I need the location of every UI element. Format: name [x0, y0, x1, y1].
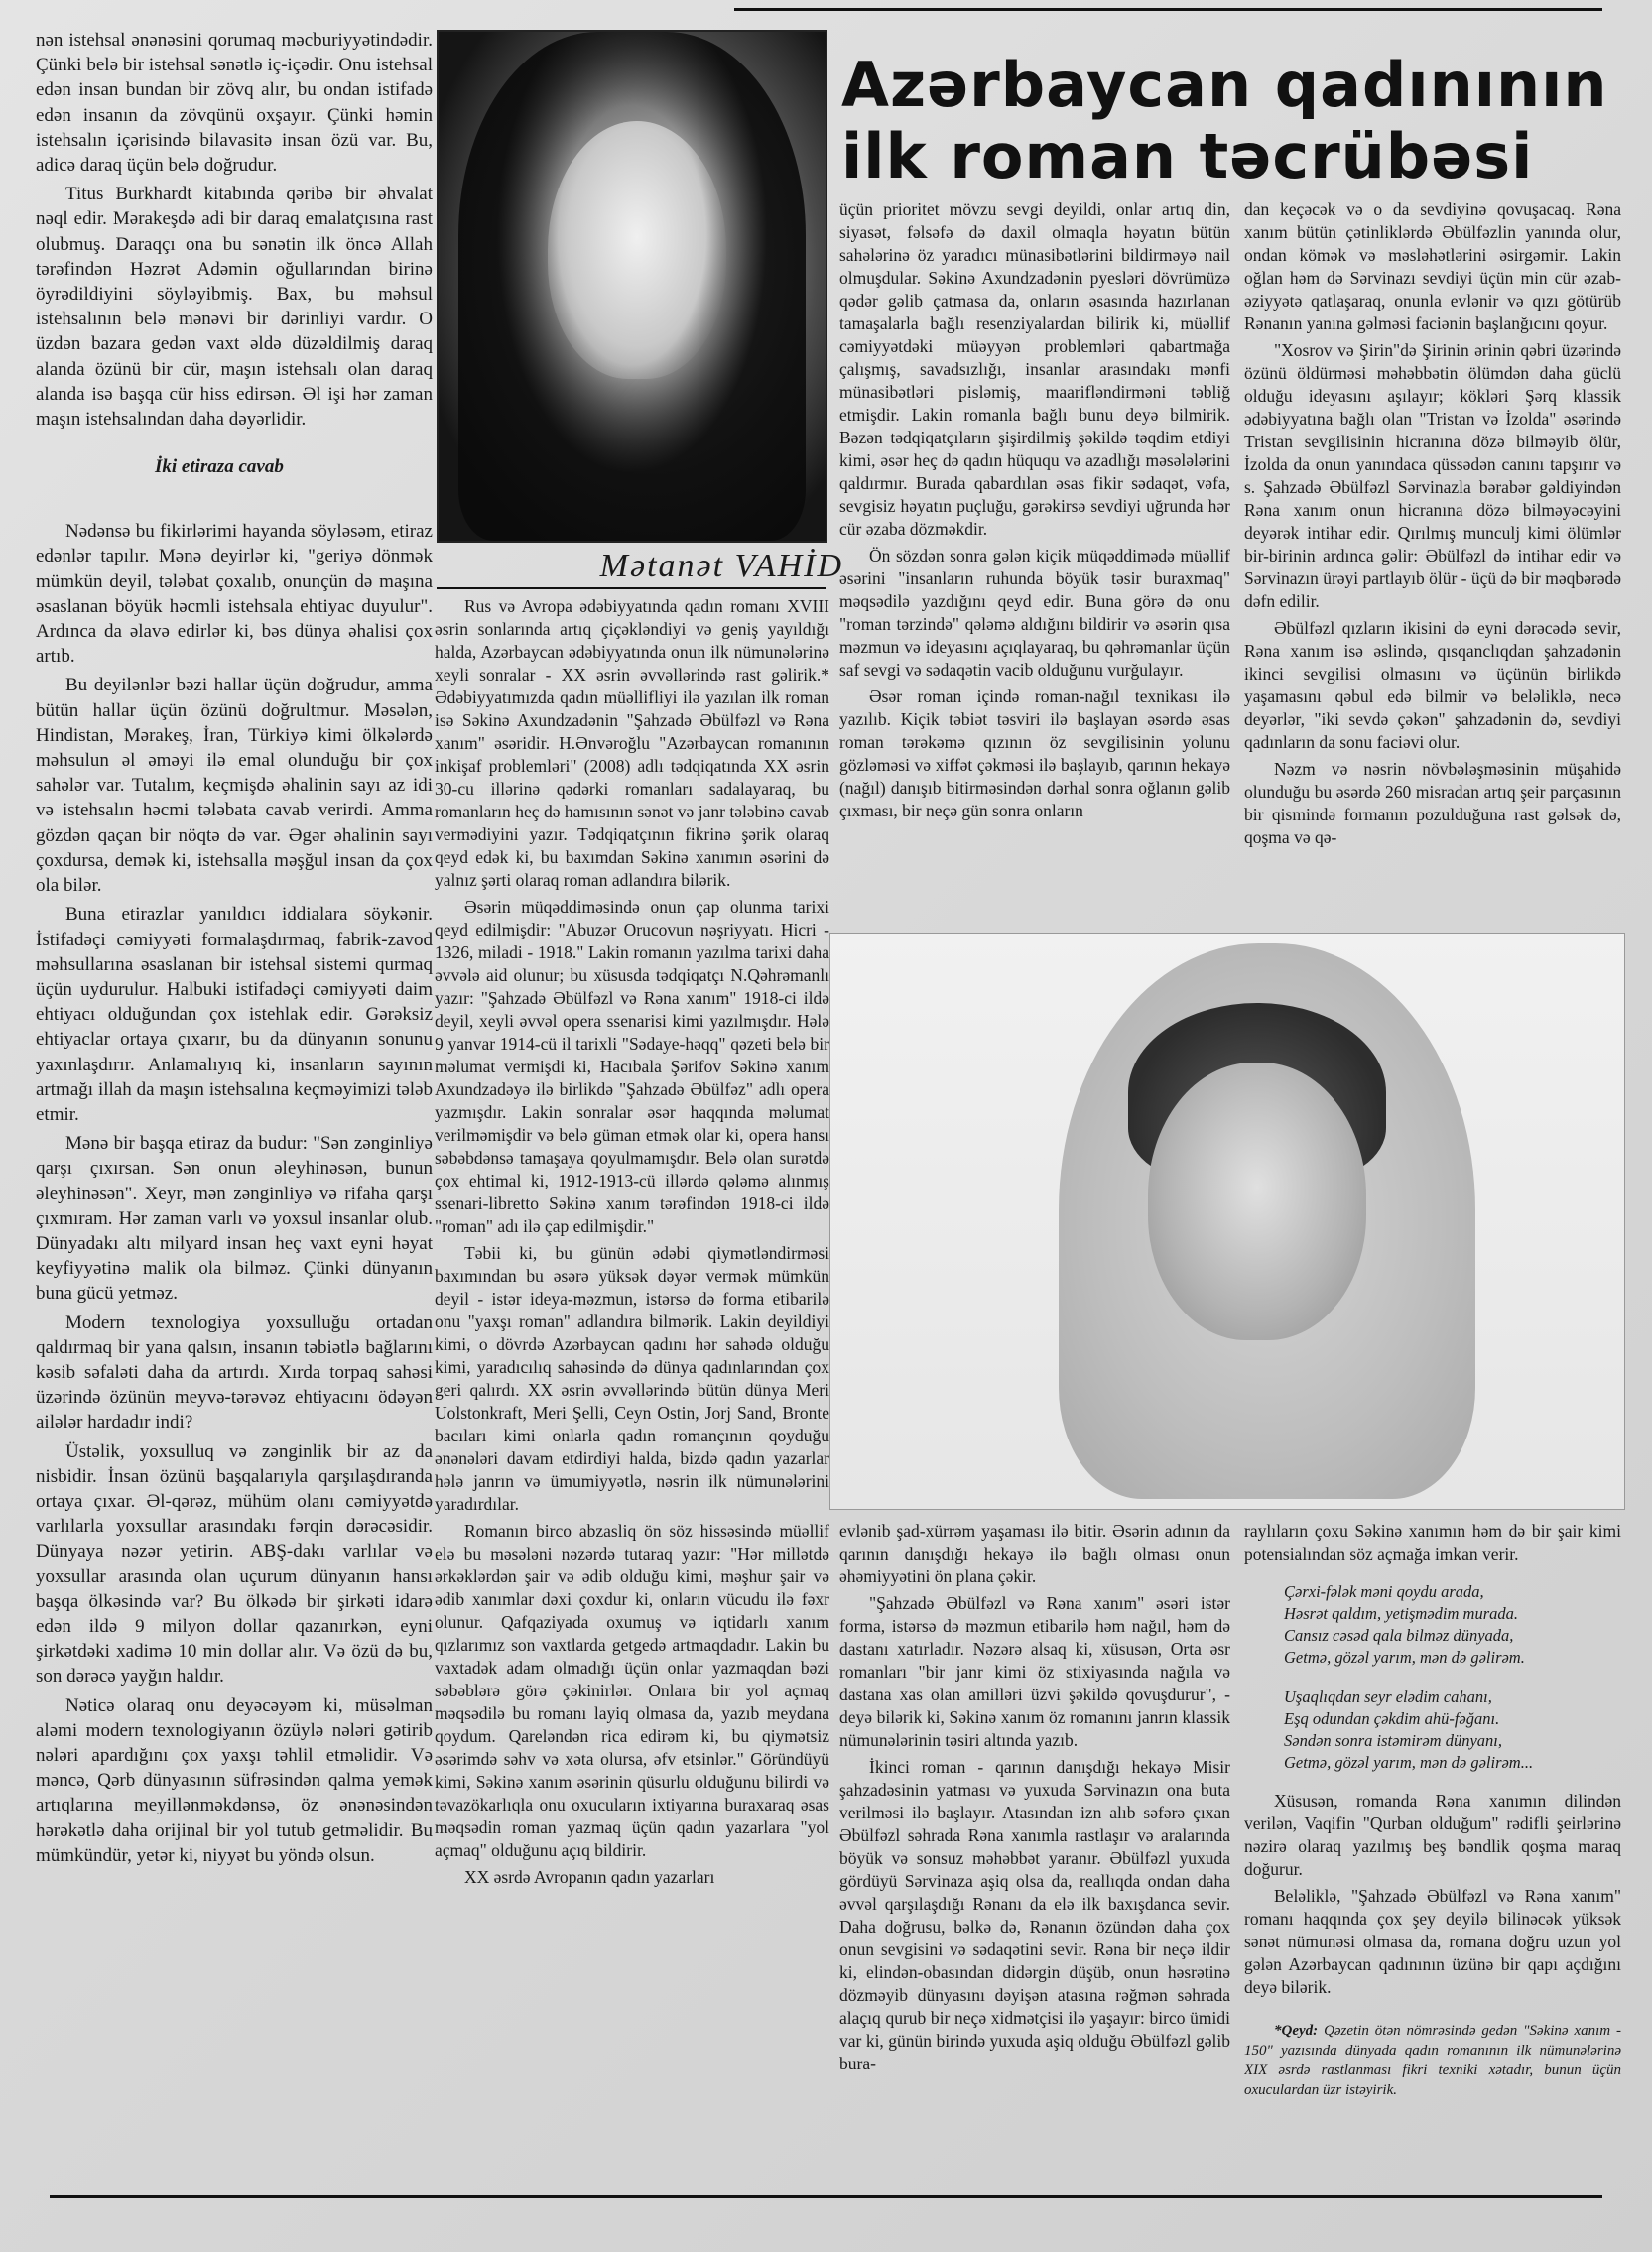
article-title: [841, 50, 1615, 192]
column-4: [1244, 198, 1621, 931]
paragraph: Təbii ki, bu günün ədəbi qiymətləndirməsi baxımından bu əsərə yüksək dəyər vermək mümkün deyil - istər ideya-məzmun, istərsə də forma etibarilə onu "yaxşı roman" adlandıra bilmərik. Lakin deyildiyi kimi, o dövrdə Azərbaycan qadını hər sahədə olduğu kimi, yaradıcılıq sahəsində də dünya qadınlarından çox geri qalırdı. XX əsrin əvvəllərində bütün dünya Meri Uolstonkraft, Meri Şelli, Ceyn Ostin, Jorj Sand, Bronte bacıları kimi onlarla qadın romançının qoyduğu ənənələri davam etdirdiyi halda, bizdə qadın yazarlar hələ janrın və ümumiyyətlə, nəsrin ilk nümunələrini yaradırdılar.: [435, 1243, 829, 1514]
paragraph: Üstəlik, yoxsulluq və zənginlik bir az da nisbidir. İnsan özünü başqalarıyla qarşılaşdıranda ortaya çıxar. Əl-qərəz, mühüm olanı cəmiyyətdə varlılarla yoxsullar arasındakı fərqin dərəcəsidir. Dünyaya nəzər yetirin. ABŞ-dakı varlılar və yoxsullar arasında olan uçurum dünyanın hansı başqa ölkəsində var? Bu ölkədə bir şirkəti idarə edən ildə 9 milyon dollar qazanırkən, eyni şirkətdəki xadimə 10 min dollar alır. Və özü də bu, son dərəcə yayğın haldır.: [36, 1440, 433, 1688]
poem-line: Həsrət qaldım, yetişmədim murada.: [1284, 1604, 1519, 1623]
poem-line: Getmə, gözəl yarım, mən də gəlirəm...: [1284, 1753, 1534, 1772]
paragraph: Əbülfəzl qızların ikisini də eyni dərəcədə sevir, Rəna xanım isə əslində, qısqanclıqdan şahzadənin ikinci sevgilisi olmasını və üçünün birlikdə yaşamasını qəbul edə bilmir və beləliklə, necə deyərlər, "iki sevdə çəkən" şahzadənin də, sevdiyi qadınların da sonu faciəvi olur.: [1244, 618, 1621, 752]
poem-line: Uşaqlıqdan seyr elədim cahanı,: [1284, 1688, 1492, 1706]
column-1: [36, 28, 433, 2190]
paragraph: evlənib şad-xürrəm yaşaması ilə bitir. Əsərin adının da qarının danışdığı hekayə ilə bağlı olması onun əhəmiyyətini ön plana çəkir.: [839, 1521, 1230, 1586]
title-line-1: Azərbaycan qadınının: [841, 49, 1608, 121]
paragraph: Buna etirazlar yanıldıcı iddialara söykənir. İstifadəçi cəmiyyəti formalaşdırmaq, fabrik-zavod məhsullarına əsaslanan bir istehsal sistemi qurmaq üçün uydurulur. Halbuki istifadəçi cəmiyyəti daim ehtiyacı olduğundan çox istehlak edir. Gərəksiz ehtiyaclar ortaya çıxarır, bu da dünyanın sonunu yaxınlaşdırır. Anlamalıyıq ki, insanların sayının artmağı illah da maşın istehsalına keçməyimizi tələb etmir.: [36, 904, 433, 1125]
paragraph: "Şahzadə Əbülfəzl və Rəna xanım" əsəri istər forma, istərsə də məzmun etibarilə həm nağıl, həm də dastanı xatırladır. Nəzərə alsaq ki, xüsusən, Orta əsr romanları "bir janr kimi öz stixiyasında nağıla və dastana xas olan amilləri üzvi şəkildə qovuşdurur", - deyə bilərik ki, Səkinə xanım öz romanını janrın klassik nümunələrinin təsiri altında yazıb.: [839, 1593, 1230, 1750]
paragraph: Əsərin müqəddiməsində onun çap olunma tarixi qeyd edilmişdir: "Abuzər Orucovun nəşriyyatı. Hicri - 1326, miladi - 1918." Lakin romanın yazılma tarixi daha əvvələ aid olunur; bu xüsusda tədqiqatçı N.Qəhrəmanlı yazır: "Şahzadə Əbülfəzl və Rəna xanım" 1918-ci ildə deyil, xeyli əvvəl opera ssenarisi kimi yazılmışdır. Hələ 9 yanvar 1914-cü il tarixli "Sədaye-həqq" qəzeti belə bir məlumat vermişdi ki, Hacıbala Şərifov Səkinə xanım Axundzadəyə ilə birlikdə "Şahzadə Əbülfəz" adlı opera yazmışdır. Lakin sonralar əsər haqqında məlumat verilməmişdir və belə güman etmək olar ki, opera hansı səbəbdənsə tamaşaya qoyulmamışdır. Belə olan surətdə çox ehtimal ki, 1912-1913-cü illərdə qələmə alınmış ssenari-libretto Səkinə xanım tərəfindən 1918-ci ildə "roman" adı ilə çap edilmişdir.": [435, 897, 829, 1236]
paragraph: Əsər roman içində roman-nağıl texnikası ilə yazılıb. Kiçik təbiət təsviri ilə başlayan əsərdə əsas roman tərəkəmə qızının öz sevgilisinin yolunu gözləməsi və xiffət çəkməsi ilə başlayıb, qarının hekayə (nağıl) danışıb bitirməsindən dərhal sonra oğlanın gəlib çıxması, bir neçə gün sonra onların: [839, 687, 1230, 820]
paragraph: Nəzm və nəsrin növbələşməsinin müşahidə olunduğu bu əsərdə 260 misradan artıq şeir parçasının bir qismində formanın pozulduğuna rast gəlsək də, qoşma və qə-: [1244, 759, 1621, 847]
paragraph: Beləliklə, "Şahzadə Əbülfəzl və Rəna xanım" romanı haqqında çox şey deyilə bilinəcək yüksək sənət nümunəsi olmasa da, romana doğru uzun yol gələn Azərbaycan qadınının üzünə bir qapı açdığını deyə bilərik.: [1244, 1886, 1621, 1997]
paragraph: "Xosrov və Şirin"də Şirinin ərinin qəbri üzərində özünü öldürməsi məhəbbətin ölümdən daha güclü olduğu ideyasını aşılayır; kökləri Şərq klassik ədəbiyyatına bağlı olan "Tristan və İzolda" əsərində Tristan sevgilisinin hicranına dözə bilməyib ölür, İzolda da onun yanındaca qüssədən canını tapşırır və s. Şahzadə Əbülfəzl Sərvinazla bərabər gəldiyindən Rəna xanım onun hicranına dözə bilməyəcəyini deyərək intihar edir. Qırılmış munculj kimi ölümlər bir-birinin ardınca gəlir: Əbülfəzl də intihar edir və Sərvinazın ürəyi partlayıb ölür - üçü də bir məqbərədə dəfn edilir.: [1244, 340, 1621, 611]
column-5: [839, 1520, 1230, 2194]
paragraph: raylıların çoxu Səkinə xanımın həm də bir şair kimi potensialından söz açmağa imkan verir.: [1244, 1521, 1621, 1564]
footnote: [1244, 2021, 1621, 2100]
poem-line: Eşq odundan çəkdim ahü-fəğanı.: [1284, 1709, 1500, 1728]
paragraph: Romanın birco abzasliq ön söz hissəsində müəllif elə bu məsələni nəzərdə tutaraq yazır: "Hər millətdə ərkəklərdən şair və ədib olduğu kimi, məşhur şair və ədib xanımlar dəxi çoxdur ki, onların vücudu ilə fəxr olunur. Qafqaziyada oxumuş və iqtidarlı xanım qızlarımız son vaxtlarda getgedə artmaqdadır. Lakin bu vaxtadək adam olmadığı üçün onlar yazmaqdan bəzi səbəblərə görə çəkinirlər. Onlara bir yol açmaq məqsədilə bu romanı layiq olmasa da, yazıb meydana qoydum. Qareləndən rica edirəm ki, bu qiymətsiz əsərimdə səhv və xəta olursa, əfv etsinlər." Göründüyü kimi, Səkinə xanım əsərinin qüsurlu olduğunu bilirdi və təvazökarlıqla onu oxucuların ixtiyarına buraxaraq əsas məqsədin roman yazmaq üçün qadın yazarlara "yol açmaq" olduğunu açıq bildirir.: [435, 1521, 829, 1860]
paragraph: Modern texnologiya yoxsulluğu ortadan qaldırmaq bir yana qalsın, insanın təbiətlə bağlarını kəsib səfaləti daha da artırdı. Xırda torpaq sahəsi üzərində özünün meyvə-tərəvəz ehtiyacını ödəyən ailələr hardadır indi?: [36, 1312, 433, 1434]
paragraph: Mənə bir başqa etiraz da budur: "Sən zənginliyə qarşı çıxırsan. Sən onun əleyhinəsən, bunun əleyhinəsən". Xeyr, mən zənginliyə və rifaha qarşı çıxmıram. Hər zaman varlı və yoxsul insanlar olub. Dünyadakı altı milyard insan heç vaxt eyni həyat keyfiyyətinə malik ola bilməz. Çünki dünyanın buna gücü yetməz.: [36, 1133, 433, 1305]
top-rule: [734, 8, 1602, 11]
footnote-text: Qəzetin ötən nömrəsində gedən "Səkinə xanım - 150" yazısında dünyada qadın romanının ilk nümunələrinə XIX əsrdə rastlanması fikri texniki xətadır, bunun üçün oxuculardan üzr istəyirik.: [1244, 2023, 1621, 2098]
paragraph: Titus Burkhardt kitabında qəribə bir əhvalat nəql edir. Mərakeşdə adi bir daraq emalatçısına rast olubmuş. Daraqçı ona bu sənətin ilk öncə Allah tərəfindən Həzrət Adəmin oğullarından birinə öyrədildiyini söyləyibmiş. Bax, bu məhsul istehsalının belə mənəvi bir dərinliyi vardır. O üzdən bazara gedən vaxt əldə düzəldilmiş daraq alanda özünü bir cür, maşın istehsalı olan daraq alanda isə başqa cür hiss edirsən. Əl işi hər zaman maşın istehsalından daha dəyərlidir.: [36, 184, 433, 431]
author-byline: Mətanət VAHİD: [599, 548, 843, 584]
sakina-photo: [829, 933, 1625, 1510]
poem-line: Getmə, gözəl yarım, mən də gəlirəm.: [1284, 1648, 1525, 1667]
paragraph: dan keçəcək və o da sevdiyinə qovuşacaq. Rəna xanım bütün çətinliklərdə Əbülfəzlin yanında olur, ondan kömək və məsləhətlərini əsirgəmir. Lakin oğlan həm də Sərvinazı sevdiyi üçün min cür əzab-əziyyətə qatlaşaraq, onunla evlənir və qızı götürüb Rənanın yanına gəlməsi faciənin başlanğıcını qoyur.: [1244, 199, 1621, 333]
bottom-rule: [50, 2195, 1602, 2198]
paragraph: Nəticə olaraq onu deyəcəyəm ki, müsəlman aləmi modern texnologiyanın özüylə nələri gətirib nələri apardığını çox yaxşı təhlil etməlidir. Və məncə, Qərb dünyasının süfrəsindən qalma yemək artıqlarına meyillənməkdənsə, öz ənənəsindən hərəkətlə daha orijinal bir yol tutub getməlidir. Bu mümkündür, yetər ki, niyyət bu yöndə olsun.: [36, 1694, 433, 1866]
author-hair: [458, 32, 806, 541]
paragraph: üçün prioritet mövzu sevgi deyildi, onlar artıq din, siyasət, fəlsəfə də daxil olmaqla həyatın bütün sahələrinə öz yaradıcı münasibətlərini bildirməyə nail olmuşdular. Səkinə Axundzadənin pyesləri dövrümüzə qədər gəlib çatmasa da, onların əsasında hazırlanan tamaşalarla bağlı resenziyalardan bilirik ki, müəllif cəmiyyətdəki müəyyən problemləri qabartmağa çalışmış, savadsızlığı, insanlar arasındakı mənfi münasibətləri pisləmiş, maarifləndirməni təbliğ etmişdir. Lakin romanla bağlı bunu deyə bilmirik. Bəzən tədqiqatçıların şişirdilmiş şəkildə təqdim etdiyi kimi, əsər heç də qadın hüququ və azadlığı məsələlərini qaldırmır. Burada qabardılan əsas fikir sədaqət, vəfa, sevgisiz həyatın puçluğu, gərəkirsə sevdiyi uğrunda hər cür əzaba dözməkdir.: [839, 199, 1230, 539]
paragraph: Nədənsə bu fikirlərimi hayanda söyləsəm, etiraz edənlər tapılır. Mənə deyirlər ki, "geriyə dönmək mümkün deyil, tələbat çoxalıb, onunçün də maşına əsaslanan böyük həcmli istehsala ehtiyac duyulur". Ardınca da əlavə edirlər ki, bəs dünya əhalisi çox artıb.: [36, 521, 433, 668]
paragraph: İkinci roman - qarının danışdığı hekayə Misir şahzadəsinin yatması və yuxuda Sərvinazın ona buta verilməsi ilə başlayır. Atasından izn alıb səfərə çıxan Əbülfəzl səhrada Rəna xanımla rastlaşır və aralarında böyük və sonsuz məhəbbət yaranır. Əbülfəzl yuxuda gördüyü Sərvinaza aşiq olsa da, reallıqda ondan daha əvvəl qarşılaşdığı Rənanı da elə ilk baxışdanca sevir. Daha doğrusu, bəlkə də, Rənanın özündən daha çox onun sevgisini və sədaqətini sevir. Rəna bir neçə ildir ki, elindən-obasından didərgin düşüb, onun həsrətinə dözməyib dünyasını dəyişən atasına rəğmən səhrada alaçıq qurub bir neçə xidmətçisi ilə yaşayır: birco ümidi var ki, günün birində yuxuda aşiq olduğu Əbülfəzl gəlib bura-: [839, 1757, 1230, 2073]
paragraph: nən istehsal ənənəsini qorumaq məcburiyyətindədir. Çünki belə bir istehsal sənətlə iç-içədir. Onu istehsal edən insan bundan bir zövq alır, bu ondan istifadə edən insanın da zövqünü oxşayır. Çünki həmin istehsalın içərisində bilavasitə insan özü var. Bu, adicə daraq üçün belə doğrudur.: [36, 30, 433, 177]
paragraph: Rus və Avropa ədəbiyyatında qadın romanı XVIII əsrin sonlarında artıq çiçəkləndiyi və geniş yayıldığı halda, Azərbaycan ədəbiyyatında onun ilk nümunələrinə xeyli sonralar - XX əsrin əvvəllərində rast gəlirik.* Ədəbiyyatımızda qadın müəllifliyi ilə yazılan ilk roman isə Səkinə Axundzadənin "Şahzadə Əbülfəzl və Rəna xanım" əsəridir. H.Ənvəroğlu "Azərbaycan romanının inkişaf problemləri" (2008) adlı tədqiqatında XX əsrin 30-cu illərinə qədərki romanları sadalayaraq, bu romanların heç də hamısının sənət və janr tələbinə cavab vermədiyini yazır. Tədqiqatçının fikrinə şərik olaraq qeyd edək ki, bu baxımdan Səkinə xanımın əsərini də yalnız şərti olaraq roman adlandıra bilərik.: [435, 596, 829, 890]
title-line-2: ilk roman təcrübəsi: [841, 120, 1534, 192]
poem-line: Səndən sonra istəmirəm dünyanı,: [1284, 1731, 1502, 1750]
paragraph: Xüsusən, romanda Rəna xanımın dilindən verilən, Vaqifin "Qurban olduğum" rədifli şeirlərinə nəzirə olaraq yazılmış beş bəndlik qoşma maraq doğurur.: [1244, 1791, 1621, 1879]
footnote-label: *Qeyd:: [1274, 2023, 1319, 2039]
poem-line: Cansız cəsəd qala bilməz dünyada,: [1284, 1626, 1514, 1645]
paragraph: Ön sözdən sonra gələn kiçik müqəddimədə müəllif əsərini "insanların ruhunda böyük təsir buraxmaq" məqsədilə yazdığını qeyd edir. Buna görə də onu "roman tərzində" qələmə aldığını bildirir və əsərin qısa məzmun və ideyasını açıqlayaraq, bu qəhrəmanlar üçün saf sevgi və sədaqətin vacib olduğunu vurğulayır.: [839, 546, 1230, 680]
column-6: [1244, 1520, 1621, 2194]
face: [1148, 1063, 1366, 1340]
author-photo: [437, 30, 827, 543]
byline-rule: [437, 587, 826, 589]
paragraph: Bu deyilənlər bəzi hallar üçün doğrudur, amma bütün hallar üçün özünü doğrultmur. Məsələn, Hindistan, Mərakeş, İran, Türkiyə kimi ölkələrdə məhsulun əl əməyi ilə emal olunduğu bir çox sahələr var. Tutalım, keçmişdə əhalinin sayı az idi və istehsalın həcmi tələbata cavab verirdi. Amma gözdən qaçan bir nöqtə də var. Əgər əhalinin sayı çoxdursa, demək ki, istehsalla məşğul insan da çox ola bilər.: [36, 675, 433, 897]
stanza-gap: [1284, 1669, 1621, 1687]
poem-line: Çərxi-fələk məni qoydu arada,: [1284, 1582, 1484, 1601]
poem: [1284, 1581, 1621, 1774]
paragraph: XX əsrdə Avropanın qadın yazarları: [464, 1867, 715, 1887]
subheading: İki etiraza cavab: [155, 456, 284, 478]
column-3: [839, 198, 1230, 931]
column-2: [435, 595, 829, 2194]
